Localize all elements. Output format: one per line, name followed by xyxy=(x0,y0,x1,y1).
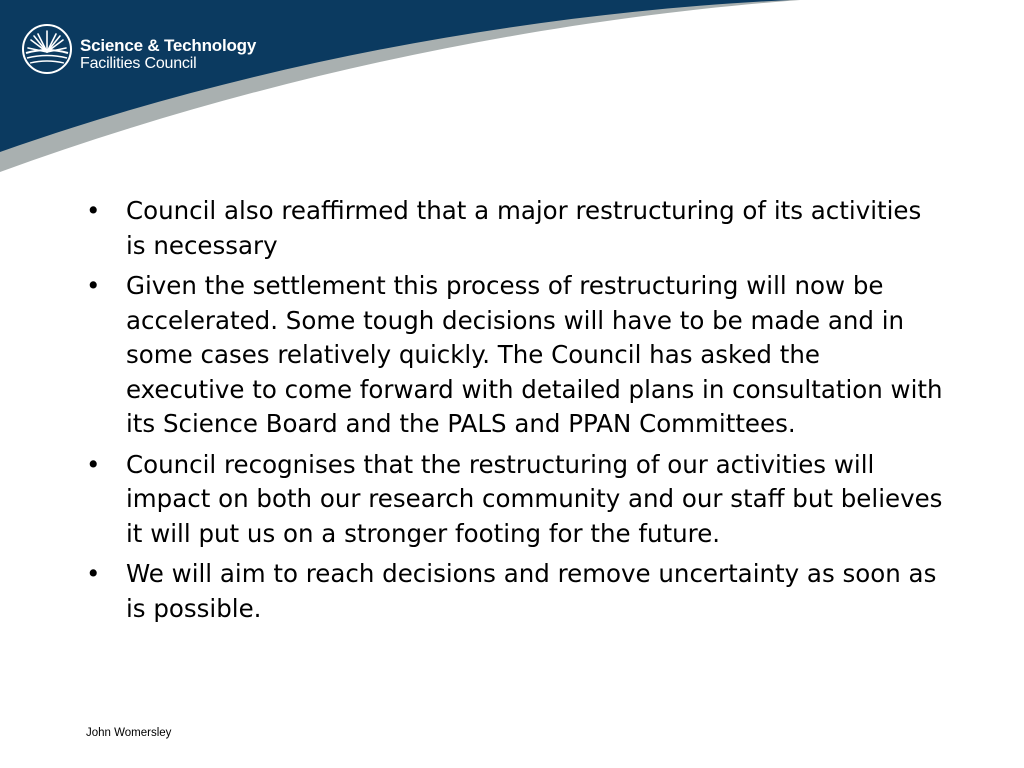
organization-name-line1: Science & Technology xyxy=(80,36,257,55)
sunburst-logo-icon xyxy=(20,22,74,76)
bullet-text: Council recognises that the restructuring of our activities will impact on both our research community and our staff but believes it will put us on a stronger footing for the future. xyxy=(126,449,943,548)
organization-name xyxy=(80,37,256,73)
bullet-item xyxy=(86,194,946,263)
header-band xyxy=(0,0,1024,180)
organization-name-line2: Facilities Council xyxy=(80,55,197,72)
bullet-marker: • xyxy=(86,559,101,588)
bullet-item xyxy=(86,448,946,552)
bullet-item xyxy=(86,557,946,626)
bullet-text: Given the settlement this process of restructuring will now be accelerated. Some tough decisions will have to be made and in some cases relatively quickly. The Council has asked the executive to come forward with detailed plans in consultation with its Science Board and the PALS and PPAN Committees. xyxy=(126,271,943,438)
bullet-list xyxy=(86,194,946,632)
bullet-marker: • xyxy=(86,449,101,479)
bullet-text: We will aim to reach decisions and remove uncertainty as soon as is possible. xyxy=(126,559,937,623)
bullet-marker: • xyxy=(86,271,101,300)
footer-author: John Womersley xyxy=(86,727,172,739)
bullet-item xyxy=(86,269,946,442)
bullet-marker: • xyxy=(86,196,101,225)
bullet-text: Council also reaffirmed that a major restructuring of its activities is necessary xyxy=(126,196,922,260)
